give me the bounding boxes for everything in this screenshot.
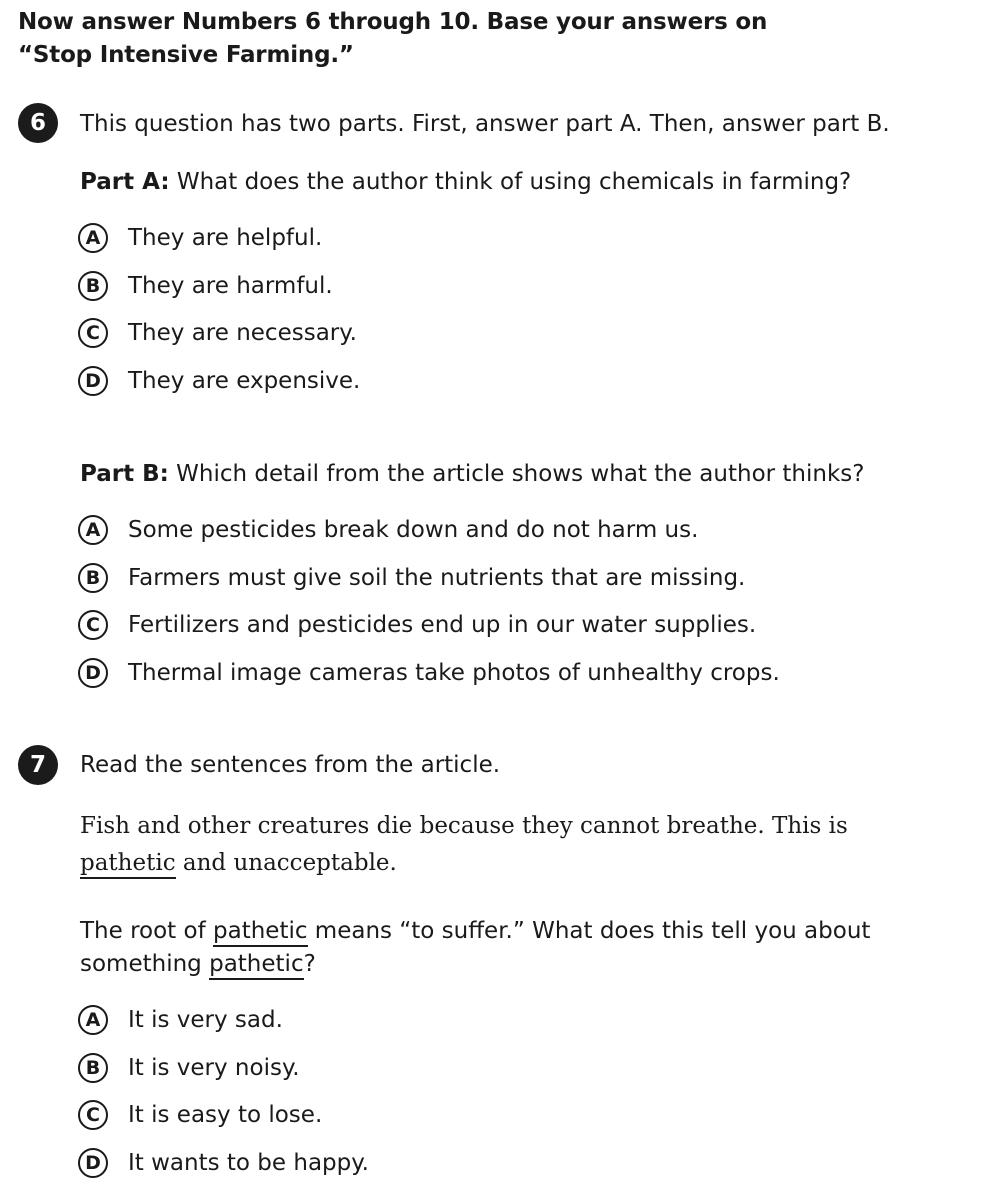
answer-choice-a[interactable] [78, 506, 780, 554]
stem-text: means “to suffer.” What does this tell you about [307, 918, 871, 944]
part-a-question [80, 168, 851, 196]
part-b-label: Part B: [80, 461, 169, 487]
answer-bubble[interactable]: A [78, 223, 108, 253]
article-excerpt [80, 808, 920, 882]
answer-text: Farmers must give soil the nutrients that are missing. [128, 564, 746, 591]
answer-choice-d[interactable] [78, 357, 360, 405]
part-a-choices [78, 214, 360, 405]
question-7-stem [80, 915, 950, 981]
answer-choice-d[interactable] [78, 1139, 369, 1187]
part-b-question [80, 460, 864, 488]
answer-choice-c[interactable] [78, 309, 360, 357]
answer-choice-d[interactable] [78, 649, 780, 697]
answer-bubble[interactable]: D [78, 658, 108, 688]
answer-choice-c[interactable] [78, 1091, 369, 1139]
answer-choice-b[interactable] [78, 1044, 369, 1092]
answer-bubble[interactable]: D [78, 366, 108, 396]
answer-text: It is very sad. [128, 1006, 283, 1033]
answer-text: They are necessary. [128, 320, 357, 347]
answer-text: It is very noisy. [128, 1054, 300, 1081]
underlined-word: pathetic [209, 951, 304, 980]
stem-text: ? [303, 951, 316, 977]
stem-line-2 [80, 948, 950, 981]
excerpt-rest: and unacceptable. [175, 850, 397, 876]
question-7-prompt: Read the sentences from the article. [80, 752, 501, 778]
answer-bubble[interactable]: C [78, 1100, 108, 1130]
question-number-badge: 7 [18, 745, 58, 785]
answer-choice-a[interactable] [78, 214, 360, 262]
question-7-choices [78, 996, 369, 1187]
part-b-choices [78, 506, 780, 697]
question-number-badge: 6 [18, 103, 58, 143]
stem-text: The root of [80, 918, 213, 944]
answer-text: Fertilizers and pesticides end up in our water supplies. [128, 612, 757, 639]
answer-choice-a[interactable] [78, 996, 369, 1044]
instructions-line-1: Now answer Numbers 6 through 10. Base your answers on [18, 9, 768, 35]
answer-choice-c[interactable] [78, 601, 780, 649]
answer-choice-b[interactable] [78, 554, 780, 602]
answer-bubble[interactable]: C [78, 318, 108, 348]
answer-text: They are helpful. [128, 224, 323, 251]
stem-text: something [80, 951, 210, 977]
instructions-line-2: “Stop Intensive Farming.” [18, 42, 354, 68]
stem-line-1 [80, 915, 950, 948]
question-6-prompt: This question has two parts. First, answer part A. Then, answer part B. [80, 111, 890, 137]
part-a-text: What does the author think of using chemicals in farming? [176, 169, 852, 195]
answer-text: It wants to be happy. [128, 1149, 369, 1176]
answer-text: They are expensive. [128, 367, 361, 394]
underlined-word: pathetic [80, 850, 176, 879]
answer-bubble[interactable]: C [78, 610, 108, 640]
answer-bubble[interactable]: B [78, 563, 108, 593]
answer-bubble[interactable]: D [78, 1148, 108, 1178]
answer-text: They are harmful. [128, 272, 333, 299]
answer-bubble[interactable]: A [78, 515, 108, 545]
answer-bubble[interactable]: B [78, 271, 108, 301]
underlined-word: pathetic [213, 918, 308, 947]
answer-bubble[interactable]: B [78, 1053, 108, 1083]
answer-text: Some pesticides break down and do not harm us. [128, 516, 699, 543]
answer-bubble[interactable]: A [78, 1005, 108, 1035]
part-a-label: Part A: [80, 169, 170, 195]
section-instructions [18, 6, 767, 72]
answer-text: It is easy to lose. [128, 1102, 323, 1129]
answer-choice-b[interactable] [78, 262, 360, 310]
part-b-text: Which detail from the article shows what the author thinks? [176, 461, 865, 487]
answer-text: Thermal image cameras take photos of unhealthy crops. [128, 659, 780, 686]
excerpt-line-1: Fish and other creatures die because they cannot breathe. This is [80, 813, 848, 839]
